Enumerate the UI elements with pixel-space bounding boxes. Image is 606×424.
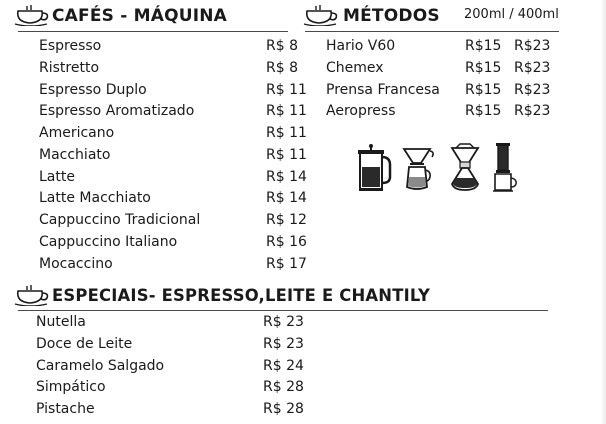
menu-item-name: Ristretto [39, 60, 100, 76]
section-divider [305, 31, 559, 32]
menu-item-name: Americano [39, 125, 115, 141]
menu-item-price: R$ 12 [266, 212, 307, 228]
menu-item-name: Nutella [36, 314, 86, 330]
menu-item-price: R$ 28 [263, 379, 304, 395]
size-header: 200ml / 400ml [464, 7, 559, 22]
menu-item-name: Latte [39, 169, 75, 185]
coffee-cup-icon [14, 4, 54, 26]
menu-item-price-200ml: R$15 [465, 82, 502, 98]
coffee-cup-icon [303, 4, 343, 26]
menu-item-name: Doce de Leite [36, 336, 133, 352]
menu-item-name: Hario V60 [326, 38, 396, 54]
section-divider [18, 31, 288, 32]
menu-item-price-400ml: R$23 [514, 82, 551, 98]
menu-item-price: R$ 23 [263, 314, 304, 330]
menu-item-price-400ml: R$23 [514, 103, 551, 119]
section-title-especiais: ESPECIAIS- ESPRESSO,LEITE E CHANTILY [52, 286, 431, 305]
menu-item-name: Prensa Francesa [326, 82, 440, 98]
menu-item-name: Espresso Aromatizado [39, 103, 195, 119]
menu-item-price: R$ 28 [263, 401, 304, 417]
menu-item-name: Latte Macchiato [39, 190, 151, 206]
coffee-cup-icon [14, 284, 54, 306]
french-press-icon [354, 143, 392, 193]
menu-item-name: Espresso Duplo [39, 82, 147, 98]
menu-item-price: R$ 23 [263, 336, 304, 352]
menu-item-name: Simpático [36, 379, 106, 395]
menu-item-price: R$ 8 [266, 38, 298, 54]
section-title-metodos: MÉTODOS [343, 6, 440, 26]
menu-item-name: Aeropress [326, 103, 396, 119]
menu-item-name: Espresso [39, 38, 102, 54]
section-divider [18, 310, 548, 311]
menu-item-price: R$ 8 [266, 60, 298, 76]
menu-item-price-200ml: R$15 [465, 38, 502, 54]
menu-item-name: Caramelo Salgado [36, 358, 165, 374]
menu-item-price-200ml: R$15 [465, 103, 502, 119]
menu-item-price: R$ 11 [266, 82, 307, 98]
menu-item-price: R$ 16 [266, 234, 307, 250]
menu-item-price: R$ 14 [266, 169, 307, 185]
section-title-cafes-maquina: CAFÉS - MÁQUINA [52, 6, 228, 26]
menu-item-name: Chemex [326, 60, 384, 76]
menu-item-price-200ml: R$15 [465, 60, 502, 76]
page-edge-shadow [600, 0, 606, 424]
menu-item-price-400ml: R$23 [514, 60, 551, 76]
menu-item-name: Mocaccino [39, 256, 113, 272]
menu-item-price: R$ 11 [266, 125, 307, 141]
menu-item-price-400ml: R$23 [514, 38, 551, 54]
aeropress-icon [490, 142, 518, 194]
menu-item-price: R$ 11 [266, 147, 307, 163]
hario-v60-icon [401, 143, 437, 193]
menu-item-name: Pistache [36, 401, 95, 417]
menu-item-name: Macchiato [39, 147, 111, 163]
menu-item-price: R$ 14 [266, 190, 307, 206]
menu-item-price: R$ 17 [266, 256, 307, 272]
chemex-icon [448, 142, 482, 194]
menu-item-price: R$ 24 [263, 358, 304, 374]
menu-item-price: R$ 11 [266, 103, 307, 119]
menu-item-name: Cappuccino Italiano [39, 234, 178, 250]
menu-item-name: Cappuccino Tradicional [39, 212, 201, 228]
